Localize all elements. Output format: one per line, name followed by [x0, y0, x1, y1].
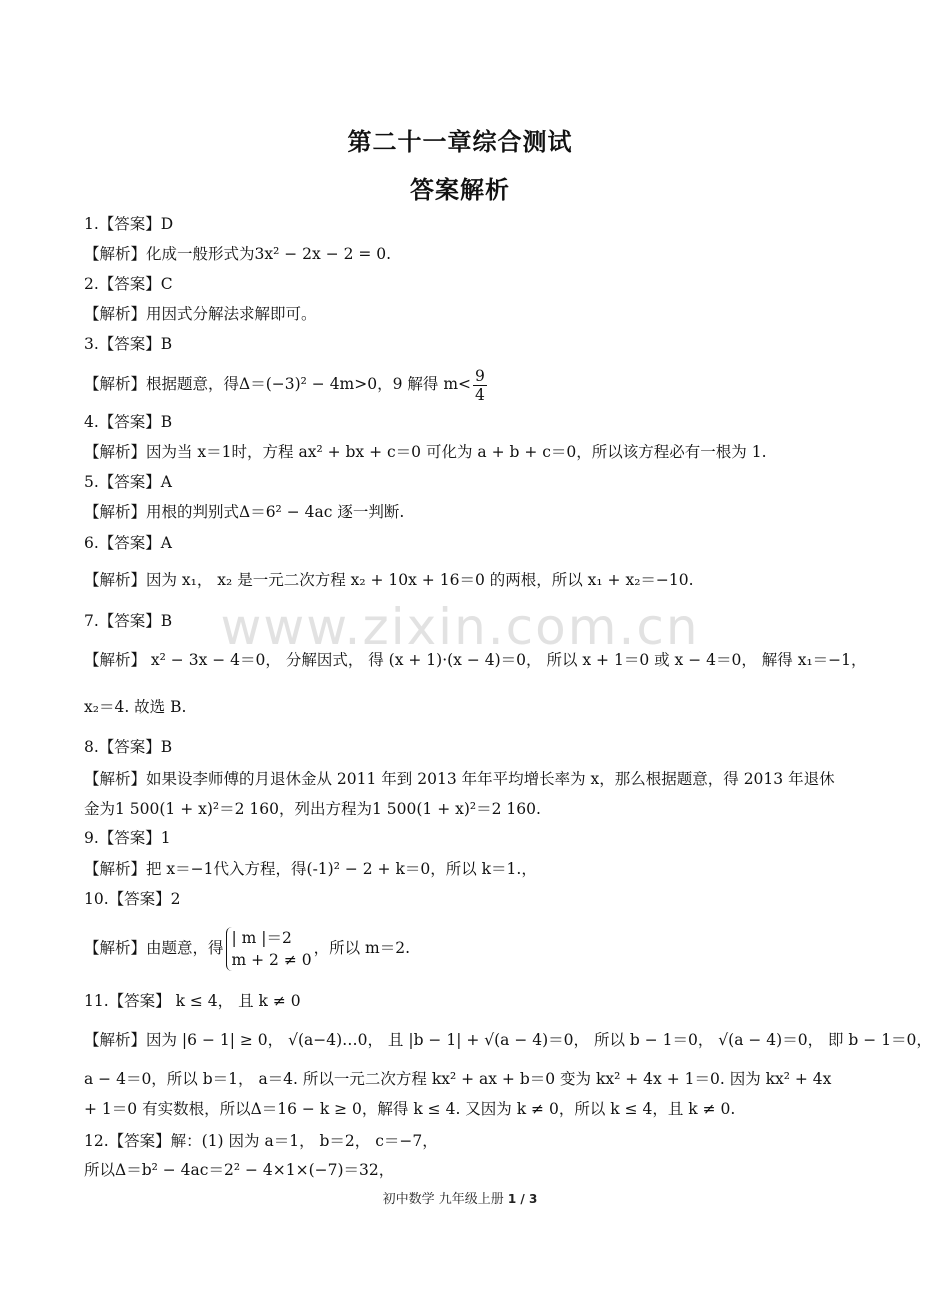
q10-analysis-line: [84, 922, 840, 976]
q2-analysis: 【解析】用因式分解法求解即可。: [84, 305, 317, 323]
q10-answer: 10.【答案】2: [84, 890, 181, 908]
q4-analysis: 【解析】因为当 x＝1时，方程 ax² + bx + c＝0 可化为 a + b + c＝0，所以该方程必有一根为 1.: [84, 443, 767, 461]
q5-analysis: 【解析】用根的判别式Δ＝6² − 4ac 逐一判断.: [84, 503, 405, 521]
q3-fraction: [473, 367, 487, 404]
q11-answer: 11.【答案】 k ≤ 4， 且 k ≠ 0: [84, 992, 301, 1010]
q5-answer: 5.【答案】A: [84, 473, 172, 491]
q7-analysis-1: 【解析】 x² − 3x − 4＝0， 分解因式， 得 (x + 1)·(x − 4)＝0， 所以 x + 1＝0 或 x − 4＝0， 解得 x₁＝−1，: [84, 651, 867, 669]
q3-analysis: 【解析】根据题意，得Δ＝(−3)² − 4m>0，9 解得 m<: [84, 375, 472, 393]
q10-system-row-1: | m |＝2: [231, 929, 292, 947]
q9-answer: 9.【答案】1: [84, 829, 171, 847]
q2-answer: 2.【答案】C: [84, 275, 173, 293]
q12-answer: 12.【答案】解：(1) 因为 a＝1， b＝2， c＝−7，: [84, 1132, 438, 1150]
page-number: 1 / 3: [507, 1192, 538, 1206]
watermark: www.zixin.com.cn: [220, 598, 700, 656]
q4-answer: 4.【答案】B: [84, 413, 173, 431]
q8-analysis: 【解析】如果设李师傅的月退休金从 2011 年到 2013 年年平均增长率为 x，那么根据题意，得 2013 年退休金为1 500(1 + x)²＝2 160，列出方程为1 500(1 + x)²＝2 160.: [84, 770, 835, 818]
q3-analysis-line: [84, 364, 840, 406]
q10-system-row-2: m + 2 ≠ 0: [231, 951, 312, 969]
q7-answer: 7.【答案】B: [84, 612, 173, 630]
q6-analysis: 【解析】因为 x₁， x₂ 是一元二次方程 x₂ + 10x + 16＝0 的两根，所以 x₁ + x₂＝−10.: [84, 571, 694, 589]
q11-analysis-2: a − 4＝0，所以 b＝1， a＝4. 所以一元二次方程 kx² + ax + b＝0 变为 kx² + 4x + 1＝0. 因为 kx² + 4x + 1＝0 有实数根，所以Δ＝16 − k ≥ 0，解得 k ≤ 4. 又因为 k ≠ 0，所以 k ≤ 4，且 k ≠ 0.: [84, 1070, 832, 1118]
footer-text: 初中数学 九年级上册: [382, 1192, 508, 1207]
q9-analysis: 【解析】把 x＝−1代入方程，得(-1)² − 2 + k＝0，所以 k＝1.，: [84, 860, 537, 878]
q11-analysis-1: 【解析】因为 |6 − 1| ≥ 0， √(a−4)…0， 且 |b − 1| + √(a − 4)＝0， 所以 b − 1＝0， √(a − 4)＝0， 即 b − 1＝0，: [84, 1031, 932, 1049]
q1-analysis: 【解析】化成一般形式为3x² − 2x − 2 = 0.: [84, 245, 392, 263]
q7-analysis-2: x₂＝4. 故选 B.: [84, 698, 187, 716]
q8-answer: 8.【答案】B: [84, 738, 173, 756]
q10-analysis-pre: 【解析】由题意，得: [84, 939, 224, 957]
q3-answer: 3.【答案】B: [84, 335, 173, 353]
q12-analysis: 所以Δ＝b² − 4ac＝2² − 4×1×(−7)＝32，: [84, 1161, 395, 1179]
q3-fraction-numerator: 9: [475, 366, 485, 385]
page-title: 第二十一章综合测试: [347, 128, 573, 156]
q10-equation-system: [226, 927, 312, 971]
q1-answer: 1.【答案】D: [84, 215, 174, 233]
page-footer: [0, 1188, 920, 1207]
page-subtitle: 答案解析: [410, 176, 510, 204]
q6-answer: 6.【答案】A: [84, 534, 172, 552]
q10-analysis-post: ，所以 m＝2.: [313, 939, 411, 957]
q3-fraction-denominator: 4: [475, 385, 485, 404]
